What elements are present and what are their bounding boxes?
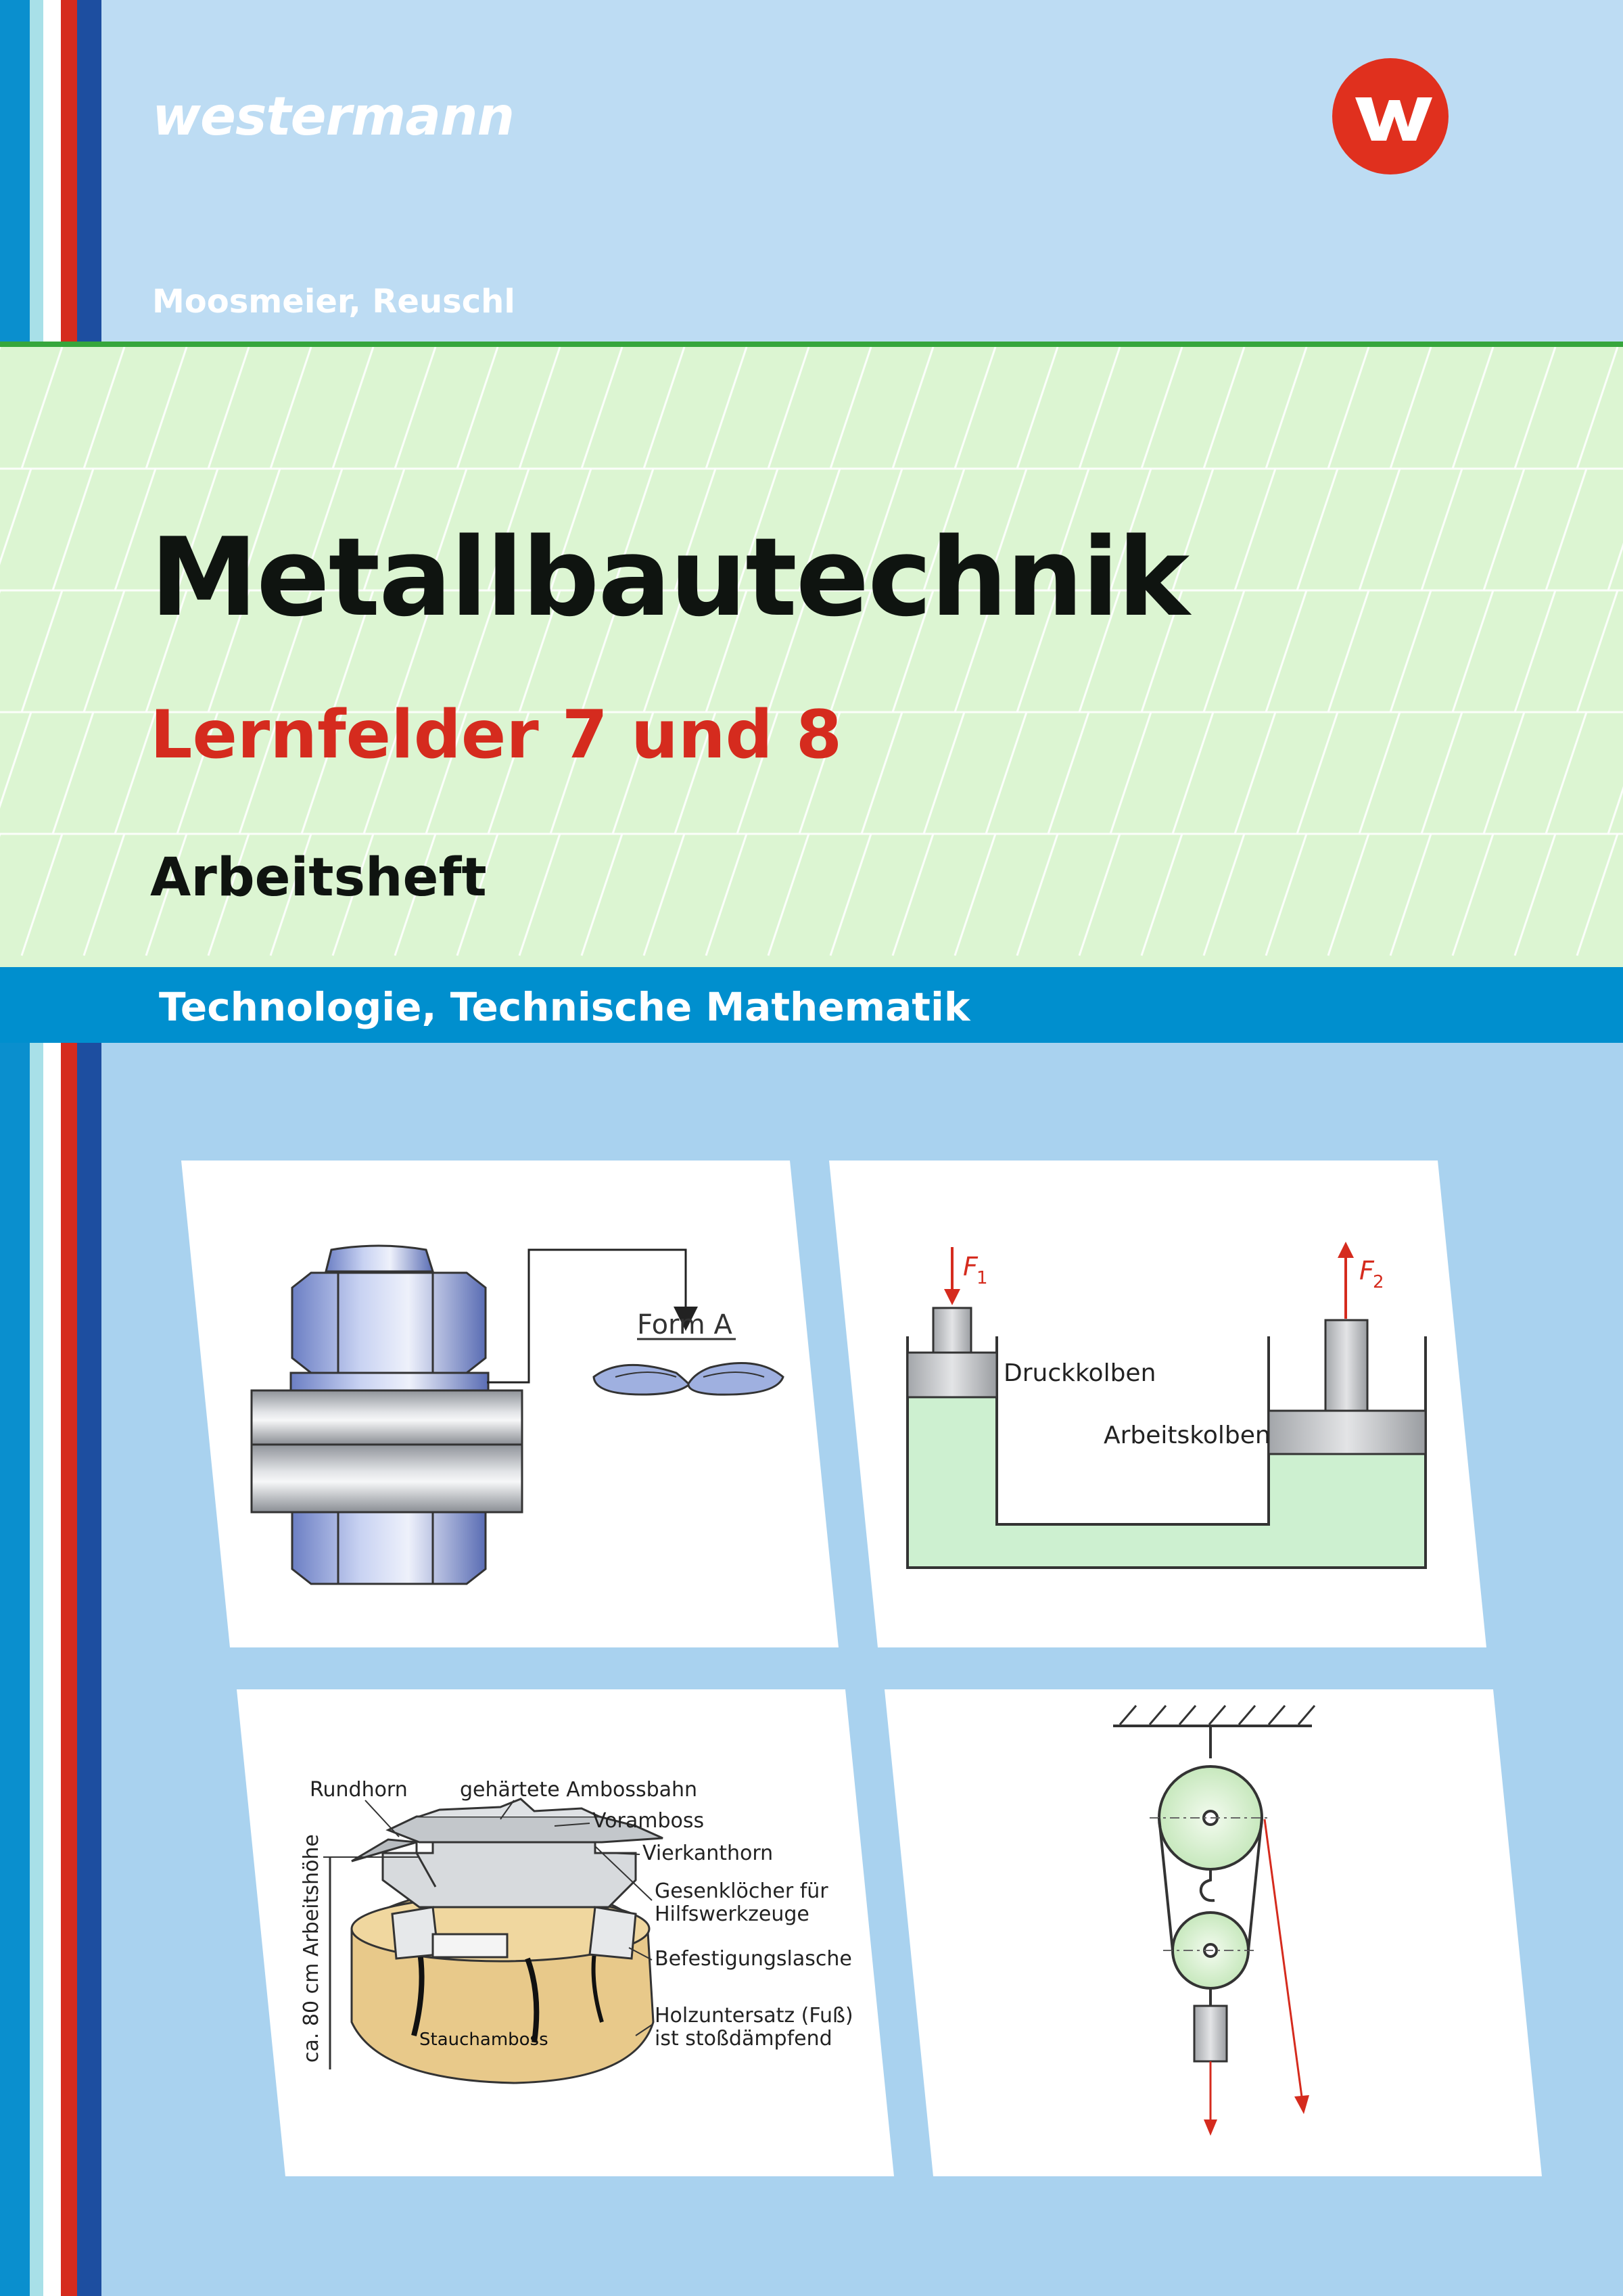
stauchamboss-label: Stauchamboss	[419, 2030, 548, 2050]
druckkolben-label: Druckkolben	[1004, 1359, 1156, 1387]
publisher-name: westermann	[152, 87, 515, 147]
ambossbahn-label: gehärtete Ambossbahn	[460, 1778, 698, 1802]
gesenk-label-2: Hilfswerkzeuge	[655, 1902, 809, 1926]
rundhorn-label: Rundhorn	[310, 1778, 408, 1802]
voramboss-label: Voramboss	[592, 1809, 705, 1833]
pulley-panel	[885, 1689, 1542, 2176]
arbeitskolben-label: Arbeitskolben	[1104, 1422, 1271, 1449]
bolt-panel	[181, 1161, 839, 1647]
arbeitshoehe-label: ca. 80 cm Arbeitshöhe	[300, 1834, 323, 2063]
gesenk-label-1: Gesenklöcher für	[655, 1879, 828, 1903]
book-subtitle: Lernfelder 7 und 8	[150, 697, 843, 774]
f1-label: F	[963, 1252, 978, 1282]
f2-label: F	[1359, 1256, 1374, 1286]
f2-subscript: 2	[1373, 1272, 1384, 1292]
vierkanthorn-label: Vierkanthorn	[642, 1842, 774, 1865]
hydraulic-panel	[829, 1161, 1486, 1647]
holz-label-2: ist stoßdämpfend	[655, 2027, 832, 2051]
form-a-label: Form A	[637, 1309, 732, 1340]
book-title: Metallbautechnik	[150, 514, 1189, 640]
f1-subscript: 1	[977, 1268, 988, 1288]
topic-text: Technologie, Technische Mathematik	[159, 984, 970, 1030]
befestigung-label: Befestigungslasche	[655, 1947, 852, 1971]
holz-label-1: Holzuntersatz (Fuß)	[655, 2004, 853, 2028]
anvil-panel	[237, 1689, 894, 2176]
book-type: Arbeitsheft	[150, 847, 487, 908]
authors: Moosmeier, Reuschl	[152, 283, 515, 321]
